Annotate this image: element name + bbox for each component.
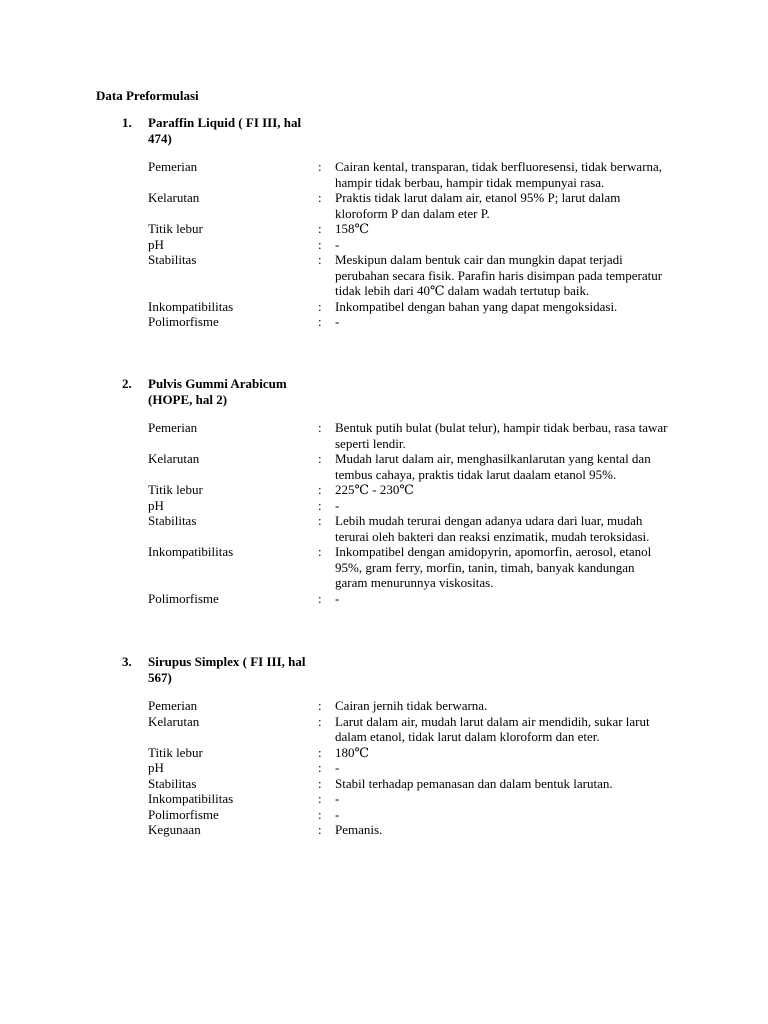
colon-separator: : [318, 236, 322, 252]
property-row [96, 190, 686, 221]
property-row [96, 498, 686, 514]
property-value: 180℃ [335, 744, 370, 760]
property-label: pH [148, 236, 164, 252]
property-row [96, 807, 686, 823]
property-row [96, 591, 686, 607]
colon-separator: : [318, 159, 322, 174]
property-label: Stabilitas [148, 513, 197, 528]
property-label: Kelarutan [148, 713, 200, 729]
property-value: Lebih mudah terurai dengan adanya udara dari luar, mudah terurai oleh bakteri dan reaksi enzimatik, mudah teroksidasi. [335, 513, 650, 544]
property-label: Stabilitas [148, 775, 197, 791]
property-row [96, 698, 686, 714]
property-row [96, 776, 686, 792]
property-label: Titik lebur [148, 744, 203, 760]
colon-separator: : [318, 221, 322, 236]
property-label: Kelarutan [148, 190, 200, 205]
property-value: - [335, 791, 340, 806]
colon-separator: : [318, 590, 322, 606]
property-label: Inkompatibilitas [148, 298, 234, 314]
colon-separator: : [318, 298, 322, 314]
colon-separator: : [318, 544, 322, 559]
property-row [96, 714, 686, 745]
property-label: Polimorfisme [148, 806, 219, 822]
property-value: - [335, 590, 340, 606]
colon-separator: : [318, 791, 322, 806]
property-label: Pemerian [148, 159, 198, 174]
property-row [96, 760, 686, 776]
colon-separator: : [318, 513, 322, 528]
property-label: pH [148, 760, 164, 775]
property-value: - [335, 760, 340, 775]
colon-separator: : [318, 806, 322, 822]
colon-separator: : [318, 252, 322, 267]
property-label: Pemerian [148, 420, 198, 435]
property-row [96, 544, 686, 591]
property-list [96, 159, 686, 330]
property-value: Praktis tidak larut dalam air, etanol 95% P; larut dalam kloroform P dan dalam eter P. [335, 190, 621, 221]
section-number: 2. [122, 376, 132, 391]
property-value: Pemanis. [335, 822, 383, 837]
property-value: Meskipun dalam bentuk cair dan mungkin dapat terjadi perubahan secara fisik. Parafin haris disimpan pada temperatur tidak lebih dari 40℃ dalam wadah tertutup baik. [335, 252, 663, 298]
colon-separator: : [318, 775, 322, 791]
property-label: Titik lebur [148, 221, 203, 236]
property-label: Kelarutan [148, 451, 200, 466]
document-title: Data Preformulasi [96, 88, 199, 103]
property-row [96, 482, 686, 498]
section-paraffin-liquid [96, 115, 686, 330]
property-value: - [335, 314, 340, 329]
section-heading [96, 115, 686, 146]
colon-separator: : [318, 713, 322, 729]
property-value: - [335, 806, 340, 822]
property-value: Mudah larut dalam air, menghasilkanlarutan yang kental dan tembus cahaya, praktis tidak larut daalam etanol 95%. [335, 451, 651, 482]
property-row [96, 822, 686, 838]
property-value: Bentuk putih bulat (bulat telur), hampir tidak berbau, rasa tawar seperti lendir. [335, 420, 668, 451]
property-label: Inkompatibilitas [148, 544, 234, 559]
colon-separator: : [318, 822, 322, 837]
section-heading [96, 376, 686, 407]
property-label: Inkompatibilitas [148, 791, 234, 806]
property-row [96, 159, 686, 190]
property-row [96, 451, 686, 482]
property-row [96, 791, 686, 807]
property-label: Titik lebur [148, 482, 203, 497]
property-row [96, 252, 686, 299]
property-value: 225℃ - 230℃ [335, 482, 414, 497]
property-row [96, 237, 686, 253]
property-label: Pemerian [148, 698, 198, 713]
colon-separator: : [318, 744, 322, 760]
property-value: Larut dalam air, mudah larut dalam air mendidih, sukar larut dalam etanol, tidak larut dalam kloroform dan eter. [335, 713, 650, 744]
section-pulvis-gummi-arabicum [96, 376, 686, 606]
property-value: - [335, 497, 340, 513]
section-sirupus-simplex [96, 654, 686, 838]
colon-separator: : [318, 190, 322, 205]
property-row [96, 745, 686, 761]
property-label: Stabilitas [148, 252, 197, 267]
section-title: Sirupus Simplex ( FI III, hal 567) [148, 654, 306, 685]
colon-separator: : [318, 760, 322, 775]
property-row [96, 221, 686, 237]
property-value: 158℃ [335, 221, 370, 236]
property-label: Polimorfisme [148, 314, 219, 329]
property-row [96, 299, 686, 315]
colon-separator: : [318, 482, 322, 497]
section-number: 3. [122, 654, 132, 669]
property-label: Polimorfisme [148, 590, 219, 606]
property-list [96, 698, 686, 838]
colon-separator: : [318, 698, 322, 713]
colon-separator: : [318, 451, 322, 466]
property-value: Stabil terhadap pemanasan dan dalam bentuk larutan. [335, 775, 613, 791]
section-heading [96, 654, 686, 685]
property-value: Cairan kental, transparan, tidak berfluoresensi, tidak berwarna, hampir tidak berbau, hampir tidak mempunyai rasa. [335, 159, 663, 190]
colon-separator: : [318, 314, 322, 329]
property-list [96, 420, 686, 606]
property-value: Inkompatibel dengan amidopyrin, apomorfin, aerosol, etanol 95%, gram ferry, morfin, tanin, timah, banyak kandungan garam menurunnya viskositas. [335, 544, 652, 590]
section-number: 1. [122, 115, 132, 130]
property-label: pH [148, 497, 164, 513]
property-value: - [335, 236, 340, 252]
colon-separator: : [318, 497, 322, 513]
property-row [96, 513, 686, 544]
colon-separator: : [318, 420, 322, 435]
property-value: Inkompatibel dengan bahan yang dapat mengoksidasi. [335, 298, 618, 314]
property-row [96, 420, 686, 451]
property-label: Kegunaan [148, 822, 201, 837]
property-value: Cairan jernih tidak berwarna. [335, 698, 488, 713]
section-title: Pulvis Gummi Arabicum (HOPE, hal 2) [148, 376, 287, 407]
property-row [96, 314, 686, 330]
section-title: Paraffin Liquid ( FI III, hal 474) [148, 115, 302, 146]
